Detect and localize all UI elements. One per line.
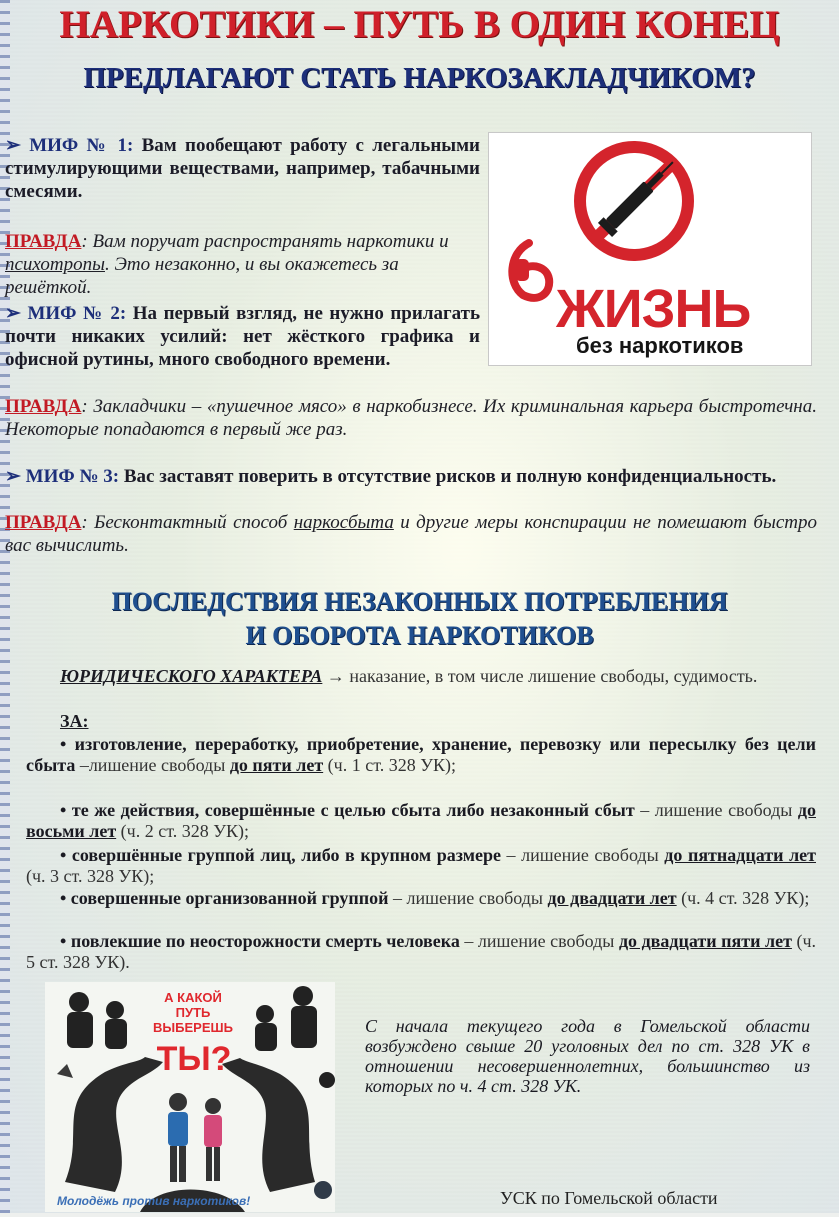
poster-caption: Молодёжь против наркотиков!	[57, 1194, 251, 1208]
truth-3-text-a: : Бесконтактный способ	[81, 512, 294, 533]
poster-line-1: А КАКОЙ	[164, 990, 222, 1005]
truth-1	[5, 230, 480, 299]
legal-item-5	[26, 931, 816, 973]
road-choice-poster	[45, 982, 335, 1212]
myth-1	[5, 134, 480, 203]
myth-3-text: Вас заставят поверить в отсутствие рисков и полную конфиденциальность.	[123, 466, 777, 487]
truth-2	[5, 395, 817, 441]
truth-1-text-b: . Это незаконно, и вы окажетесь за решёткой.	[5, 254, 399, 298]
item-2-term: до восьми лет	[26, 800, 816, 841]
page-title: НАРКОТИКИ – ПУТЬ В ОДИН КОНЕЦ	[59, 3, 780, 46]
truth-1-underlined: психотропы	[5, 254, 105, 275]
item-3-term: до пятнадцати лет	[664, 845, 816, 865]
truth-1-text-a: : Вам поручат распространять наркотики и	[81, 231, 449, 252]
poster-line-4: ТЫ?	[156, 1040, 232, 1078]
truth-2-label: ПРАВДА	[5, 396, 82, 417]
consequences-heading-line1: ПОСЛЕДСТВИЯ НЕЗАКОННЫХ ПОТРЕБЛЕНИЯ	[111, 587, 728, 616]
consequences-heading-line2: И ОБОРОТА НАРКОТИКОВ	[245, 621, 594, 650]
legal-intro	[26, 666, 816, 687]
myth-1-label: ➢ МИФ № 1:	[5, 135, 134, 156]
item-5-ref: (ч. 5 ст. 328 УК).	[26, 931, 816, 972]
item-4-term: до двадцати лет	[547, 888, 677, 908]
logo-word: ЖИЗНЬ	[556, 279, 751, 339]
logo-subtitle: без наркотиков	[576, 333, 744, 358]
legal-label: ЮРИДИЧЕСКОГО ХАРАКТЕРА	[60, 666, 323, 686]
item-2-ref: (ч. 2 ст. 328 УК);	[116, 821, 249, 841]
item-1-penalty: –лишение свободы	[79, 755, 230, 775]
truth-3-underlined: наркосбыта	[293, 512, 394, 533]
myth-3-label: ➢ МИФ № 3:	[5, 466, 120, 487]
myth-2	[5, 302, 480, 371]
myth-2-text: На первый взгляд, не нужно прилагать почти никаких усилий: нет жёсткого графика и офисной рутины, много свободного времени.	[5, 303, 480, 370]
truth-3	[5, 511, 817, 557]
item-1-term: до пяти лет	[229, 755, 324, 775]
item-3-act: • совершённые группой лиц, либо в крупном размере	[60, 845, 507, 865]
item-2-act: • те же действия, совершённые с целью сбыта либо незаконный сбыт	[60, 800, 641, 820]
page-subtitle: ПРЕДЛАГАЮТ СТАТЬ НАРКОЗАКЛАДЧИКОМ?	[83, 62, 756, 94]
item-2-penalty: – лишение свободы	[640, 800, 798, 820]
item-4-penalty: – лишение свободы	[393, 888, 548, 908]
item-5-penalty: – лишение свободы	[464, 931, 619, 951]
truth-3-text-b: и другие меры конспирации не помешают быстро вас вычислить.	[5, 512, 817, 556]
for-label: ЗА:	[60, 711, 89, 731]
footer-source: УСК по Гомельской области	[500, 1188, 718, 1208]
myth-1-text: Вам пообещают работу с легальными стимулирующими веществами, например, табачными смесями.	[5, 135, 481, 202]
poster-line-2: ПУТЬ	[175, 1005, 211, 1020]
item-1-ref: (ч. 1 ст. 328 УК);	[323, 755, 456, 775]
legal-item-1	[26, 734, 816, 776]
legal-item-3	[26, 845, 816, 887]
item-5-act: • повлекшие по неосторожности смерть человека	[60, 931, 465, 951]
item-4-act: • совершенные организованной группой	[60, 888, 394, 908]
truth-3-label: ПРАВДА	[5, 512, 82, 533]
item-1-act: • изготовление, переработку, приобретение, хранение, перевозку или пересылку без цели сбыта	[26, 734, 816, 775]
truth-1-label: ПРАВДА	[5, 231, 82, 252]
item-5-term: до двадцати пяти лет	[618, 931, 792, 951]
myth-3	[5, 465, 817, 488]
item-4-ref: (ч. 4 ст. 328 УК);	[676, 888, 810, 908]
myth-2-label: ➢ МИФ № 2:	[5, 303, 127, 324]
legal-item-4	[26, 888, 816, 909]
truth-2-text: : Закладчики – «пушечное мясо» в наркобизнесе. Их криминальная карьера быстротечна. Некоторые попадаются в первый же раз.	[5, 396, 817, 440]
item-3-penalty: – лишение свободы	[506, 845, 665, 865]
poster-line-3: ВЫБЕРЕШЬ	[153, 1020, 233, 1035]
legal-item-2	[26, 800, 816, 842]
item-3-ref: (ч. 3 ст. 328 УК);	[26, 866, 155, 886]
legal-text: → наказание, в том числе лишение свободы, судимость.	[322, 666, 758, 686]
statistic-text: С начала текущего года в Гомельской области возбуждено свыше 20 уголовных дел по ст. 328 УК в отношении несовершеннолетних, большинство из которых по ч. 4 ст. 328 УК.	[365, 1016, 810, 1096]
